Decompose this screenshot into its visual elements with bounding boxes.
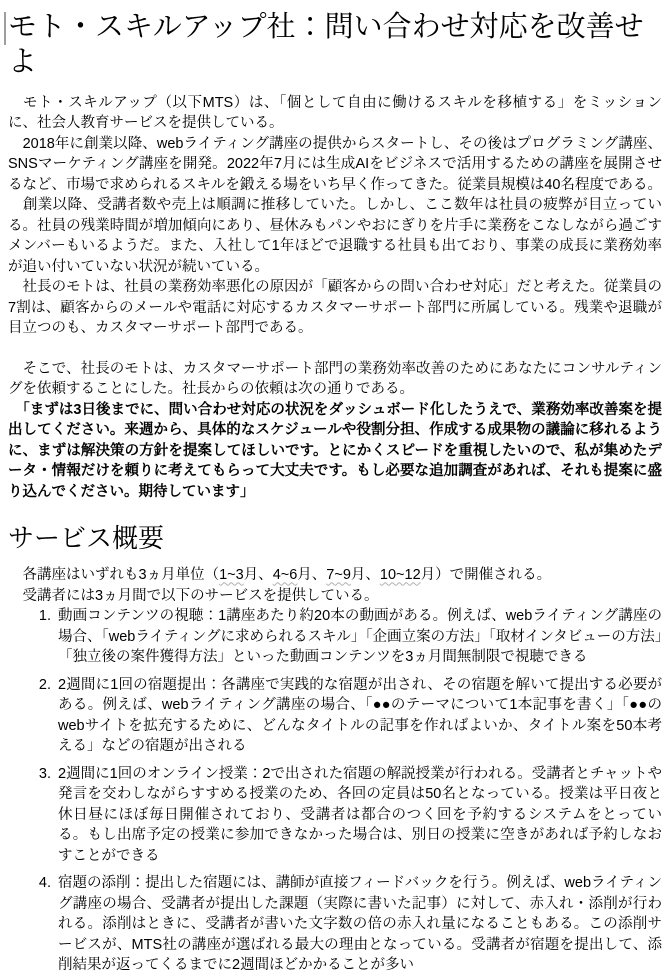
paragraph-mission: モト・スキルアップ（以下MTS）は、「個として自由に働けるスキルを移植する」をミッションに、社会人教育サービスを提供している。 (8, 94, 662, 132)
spellcheck-flagged-range: 1~3 (219, 567, 244, 584)
paragraph-service-intro: 受講者には3ヵ月間で以下のサービスを提供している。 (8, 587, 379, 604)
paragraph-schedule (8, 565, 662, 586)
schedule-text-segment: 月、 (297, 567, 327, 584)
page-title: モト・スキルアップ社：問い合わせ対応を改善せよ (8, 11, 644, 78)
paragraph-consulting-request: そこで、社長のモトは、カスタマーサポート部門の業務効率改善のためにあなたにコンサルティングを依頼することにした。社長からの依頼は次の通りである。 (8, 360, 662, 398)
text-cursor[interactable] (4, 12, 6, 45)
paragraph-president-quote: 「まずは3日後までに、問い合わせ対応の状況をダッシュボード化したうえで、業務効率改善案を提出してください。来週から、具体的なスケジュールや役割分担、作成する成果物の議論に移れるように、まずは解決策の方針を提案してほしいです。とにかくスピードを重視したいので、私が集めたデータ・情報だけを頼りに考えてもらって大丈夫です。もし必要な追加調査があれば、それも提案に盛り込んでください。期待しています」 (8, 401, 662, 500)
schedule-text-segment: 月、 (243, 567, 273, 584)
schedule-text-segment: 各講座はいずれも3ヵ月単位（ (8, 567, 220, 584)
list-item-video-content: 1. 動画コンテンツの視聴：1講座あたり約20本の動画がある。例えば、webライティング講座の場合、「webライティングに求められるスキル」「企画立案の方法」「取材インタビューの方法」「独立後の案件獲得方法」といった動画コンテンツを3ヵ月間無制限で視聴できる (55, 606, 662, 668)
spellcheck-flagged-range: 10~12 (379, 567, 421, 584)
schedule-text-segment: 月、 (350, 567, 380, 584)
spellcheck-flagged-range: 4~6 (272, 567, 298, 584)
paragraph-problems: 創業以降、受講者数や売上は順調に推移していた。しかし、ここ数年は社員の疲弊が目立っている。社員の残業時間が増加傾向にあり、昼休みもパンやおにぎりを片手に業務をこなしながら過ごすメンバーもいるようだ。また、入社して1年ほどで退職する社員も出ており、事業の成長に業務効率が追い付いていない状況が続いている。 (8, 197, 662, 275)
section-heading-service-overview: サービス概要 (8, 523, 165, 554)
paragraph-history: 2018年に創業以降、webライティング講座の提供からスタートし、その後はプログラミング講座、SNSマーケティング講座を開発。2022年7月には生成AIをビジネスで活用するための講座を展開させるなど、市場で求められるスキルを鍛える場をいち早く作ってきた。従業員規模は40名程度である。 (8, 135, 662, 193)
list-item-homework-correction: 4. 宿題の添削：提出した宿題には、講師が直接フィードバックを行う。例えば、webライティング講座の場合、受講者が提出した課題（実際に書いた記事）に対して、赤入れ・添削が行われる。添削はときに、受講者が書いた文字数の倍の赤入れ量になることもある。この添削サービスが、MTS社の講座が選ばれる最大の理由となっている。受講者が宿題を提出して、添削結果が返ってくるまでに2週間ほどかかることが多い (55, 873, 662, 976)
paragraph-cause: 社長のモトは、社員の業務効率悪化の原因が「顧客からの問い合わせ対応」だと考えた。従業員の7割は、顧客からのメールや電話に対応するカスタマーサポート部門に所属している。残業や退職が目立つのも、カスタマーサポート部門である。 (8, 279, 662, 337)
list-item-homework-submission: 2. 2週間に1回の宿題提出：各講座で実践的な宿題が出され、その宿題を解いて提出する必要がある。例えば、webライティング講座の場合、「●●のテーマについて1本記事を書く」「●●のwebサイトを拡充するために、どんなタイトルの記事を作ればよいか、タイトル案を50本考える」などの宿題が出される (55, 675, 662, 757)
spellcheck-flagged-range: 7~9 (326, 567, 351, 584)
service-list (8, 606, 662, 976)
list-item-online-class: 3. 2週間に1回のオンライン授業：2で出された宿題の解説授業が行われる。受講者とチャットや発言を交わしながらすすめる授業のため、各回の定員は50名となっている。授業は平日夜と休日昼にほぼ毎日開催されており、受講者は都合のつく回を予約するシステムをとっている。もし出席予定の授業に参加できなかった場合は、別日の授業に空きがあれば予約しなおすことができる (55, 764, 662, 867)
schedule-text-segment: 月）で開催される。 (420, 567, 552, 584)
